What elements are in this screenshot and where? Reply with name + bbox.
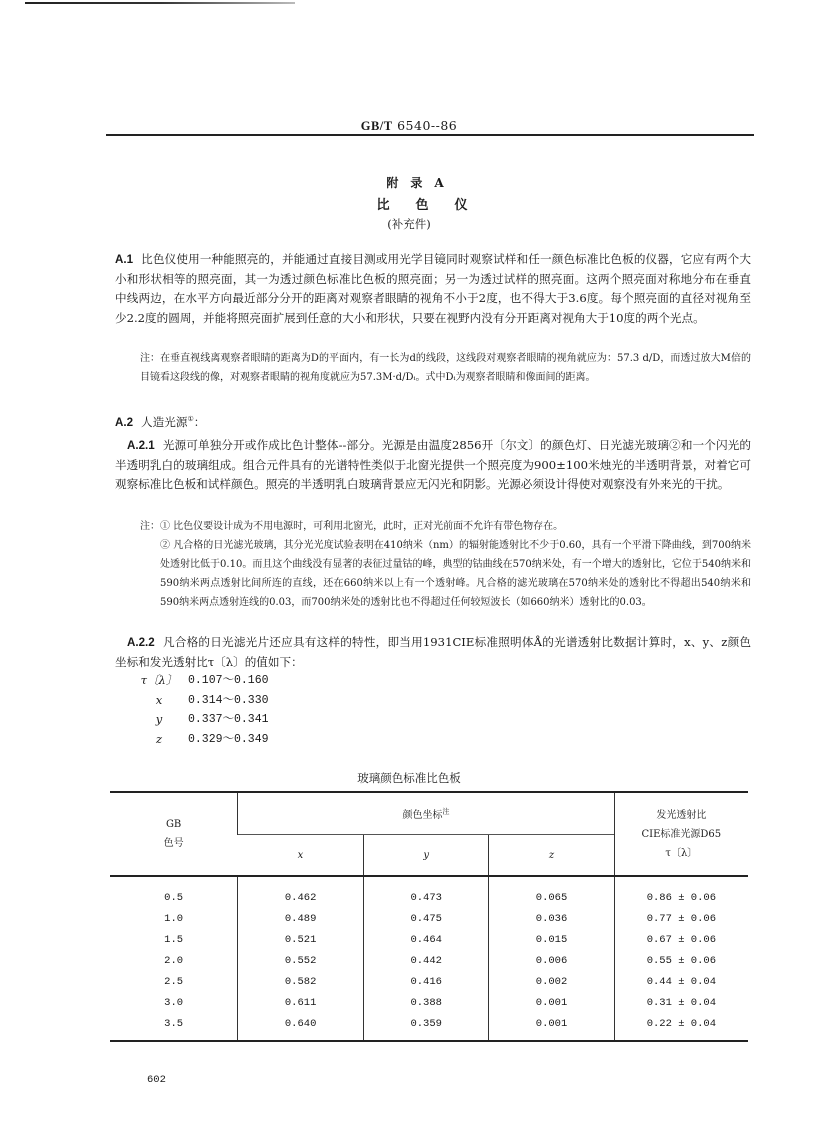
section-text: 比色仪使用一种能照亮的，并能通过直接目测或用光学目镜同时观察试样和任一颜色标准比色板的仪器，它应有两个大小和形状相等的照亮面，其一为透过颜色标准比色板的照亮面；另一为透过试样的照亮面。这两个照亮面对称地分布在垂直中线两边，在水平方向最近部分分开的距离对观察者眼睛的视角不小于2度，也不得大于3.6度。每个照亮面的直径对视角至少2.2度的圆周，并能将照亮面扩展到任意的大小和形状，只要在视野内没有分开距离对视角大于10度的两个光点。	[115, 252, 751, 325]
value-range: 0.314～0.330	[188, 693, 269, 707]
standard-code: 6540--86	[397, 118, 458, 133]
cell-y: 0.475	[364, 908, 489, 929]
standard-prefix: GB/T	[360, 119, 393, 133]
note-a21-1: 注：① 比色仪要设计成为不用电源时，可利用北窗光，此时，正对光前面不允许有带色物存在。	[140, 521, 564, 532]
cell-y: 0.442	[364, 950, 489, 971]
footnote-mark: ①	[187, 415, 194, 423]
header-coords	[238, 792, 614, 835]
table-row	[110, 929, 748, 950]
appendix-type: (补充件)	[387, 217, 431, 231]
value-symbol: x	[155, 692, 163, 707]
header-z: z	[489, 835, 614, 877]
cell-x: 0.582	[238, 971, 364, 992]
cell-tau: 0.55 ± 0.06	[614, 950, 748, 971]
section-a1	[115, 250, 751, 328]
cell-gb: 3.5	[110, 1013, 238, 1041]
header-gb	[110, 792, 238, 876]
header-lum-line3: τ〔λ〕	[665, 847, 698, 859]
cell-z: 0.001	[489, 1013, 614, 1041]
cell-x: 0.640	[238, 1013, 364, 1041]
table-row	[110, 992, 748, 1013]
section-number: A.2	[115, 415, 134, 429]
cell-y: 0.416	[364, 971, 489, 992]
value-symbol: τ〔λ〕	[140, 673, 178, 687]
header-lum-line2: CIE标准光源D65	[641, 828, 722, 840]
value-row	[130, 671, 269, 691]
value-range: 0.337～0.341	[188, 713, 269, 726]
cell-x: 0.552	[238, 950, 364, 971]
section-text: 光源可单独分开或作成比色计整体--部分。光源是由温度2856开〔尔文〕的颜色灯、日光滤光玻璃②和一个闪光的半透明乳白的玻璃组成。组合元件具有的光谱特性类似于北窗光提供一个照亮度为900±100米烛光的半透明背景，对着它可观察标准比色板和试样颜色。照亮的半透明乳白玻璃背景应无闪光和阴影。光源必须设计得使对观察没有外来光的干扰。	[115, 438, 751, 491]
cell-x: 0.611	[238, 992, 364, 1013]
value-ranges	[130, 671, 269, 749]
cell-y: 0.464	[364, 929, 489, 950]
section-number: A.2.2	[127, 636, 155, 649]
value-row	[130, 691, 269, 711]
header-x: x	[238, 835, 364, 877]
note-a1: 注：在垂直视线离观察者眼睛的距离为D的平面内，有一长为d的线段，这线段对观察者眼睛的视角就应为：57.3 d/D，而透过放大M倍的目镜看这段线的像，对观察者眼睛的视角度就应为57.3M·d/Dᵢ。式中Dᵢ为观察者眼睛和像面间的距离。	[140, 353, 751, 383]
cell-tau: 0.44 ± 0.04	[614, 971, 748, 992]
cell-gb: 2.5	[164, 975, 184, 988]
cell-gb: 1.5	[164, 933, 184, 946]
header-y: y	[364, 835, 489, 877]
appendix-label: 附录A	[386, 176, 456, 190]
table-row	[110, 971, 748, 992]
cell-x: 0.462	[238, 876, 364, 908]
cell-gb: 2.0	[164, 954, 184, 967]
cell-y: 0.359	[364, 1013, 489, 1041]
cell-tau: 0.86 ± 0.06	[614, 876, 748, 908]
table-row	[110, 908, 748, 929]
cell-y: 0.473	[364, 876, 489, 908]
table-row	[110, 1013, 748, 1041]
section-suffix: ：	[193, 414, 206, 429]
header-rule	[106, 134, 754, 136]
cell-y: 0.388	[364, 992, 489, 1013]
value-symbol: z	[155, 731, 163, 746]
cell-tau: 0.67 ± 0.06	[614, 929, 748, 950]
cell-z: 0.036	[489, 908, 614, 929]
header-coords-note: 注	[442, 807, 450, 816]
header-lum-line1: 发光透射比	[656, 809, 707, 821]
cell-z: 0.015	[489, 929, 614, 950]
cell-tau: 0.77 ± 0.06	[614, 908, 748, 929]
header-gb-line1: GB	[165, 819, 182, 830]
cell-gb: 3.0	[164, 996, 184, 1009]
section-a2	[115, 410, 751, 432]
cell-gb: 1.0	[164, 912, 184, 925]
cell-z: 0.001	[489, 992, 614, 1013]
note-a21-2: ② 凡合格的日光滤光玻璃，其分光光度试验表明在410纳米（nm）的辐射能透射比不少于0.60，具有一个平滑下降曲线，到700纳米处透射比低于0.10。而且这个曲线没有显著的表征过量钴的峰，典型的钴曲线在570纳米处，有一个增大的透射比，它位于540纳米和590纳米两点透射比间所连的直线，还在660纳米以上有一个透射峰。凡合格的滤光玻璃在570纳米处的透射比不得超出540纳米和590纳米两点透射连线的0.03，而700纳米处的透射比也不得超过任何较短波长（如660纳米）透射比的0.03。	[160, 540, 751, 608]
cell-z: 0.065	[489, 876, 614, 908]
appendix-title: 比色仪	[376, 198, 494, 213]
value-row	[130, 730, 269, 750]
cell-tau: 0.31 ± 0.04	[614, 992, 748, 1013]
header-gb-line2: 色号	[163, 838, 184, 849]
section-number: A.2.1	[127, 439, 155, 452]
cell-x: 0.521	[238, 929, 364, 950]
section-title: 人造光源	[141, 414, 188, 429]
cell-z: 0.002	[489, 971, 614, 992]
section-text: 凡合格的日光滤光片还应具有这样的特性，即当用1931CIE标准照明体Å的光谱透射比数据计算时，x、y、z颜色坐标和发光透射比τ〔λ〕的值如下：	[115, 635, 751, 669]
header-luminous	[614, 792, 748, 876]
table-row	[110, 950, 748, 971]
header-coords-label: 颜色坐标	[402, 810, 443, 821]
table-header-row	[110, 792, 748, 835]
value-symbol: y	[155, 712, 163, 726]
table-row	[110, 876, 748, 908]
color-standard-table	[110, 791, 748, 1042]
standard-number	[0, 118, 818, 134]
value-row	[130, 710, 269, 730]
table-title: 玻璃颜色标准比色板	[357, 771, 461, 785]
section-number: A.1	[115, 253, 134, 266]
cell-gb: 0.5	[164, 891, 184, 904]
page-number: 602	[147, 1074, 166, 1086]
section-a21	[115, 436, 751, 495]
value-range: 0.329～0.349	[188, 732, 269, 746]
cell-tau: 0.22 ± 0.04	[614, 1013, 748, 1041]
cell-z: 0.006	[489, 950, 614, 971]
scan-top-rule	[25, 2, 295, 4]
cell-x: 0.489	[238, 908, 364, 929]
section-a22	[115, 633, 751, 672]
value-range: 0.107～0.160	[188, 674, 269, 687]
